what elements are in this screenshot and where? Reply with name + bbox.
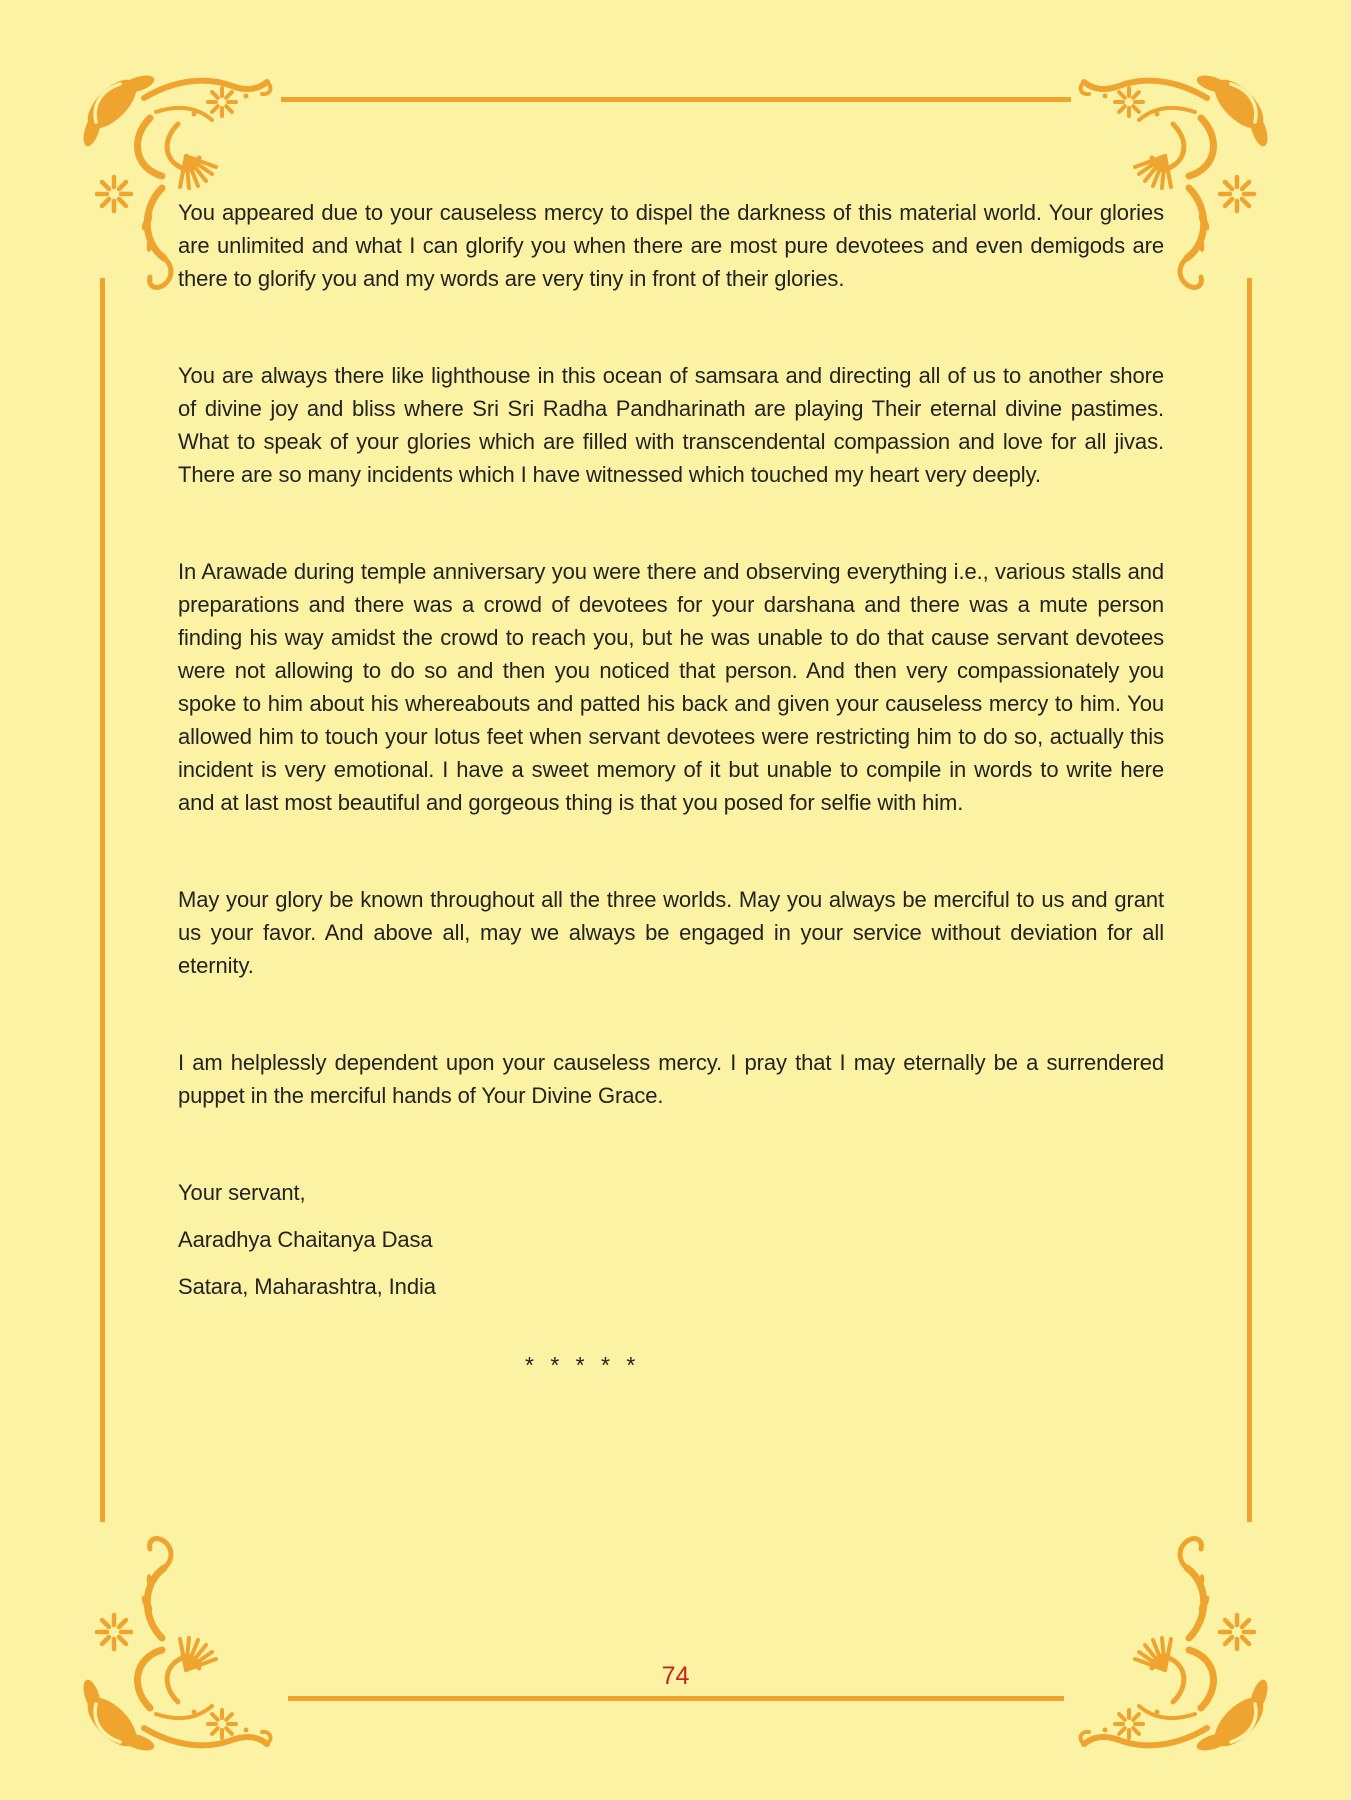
frame-border-right xyxy=(1247,278,1252,1522)
frame-border-bottom xyxy=(288,1696,1064,1701)
letter-paragraph-2: You are always there like lighthouse in this ocean of samsara and directing all of us to another shore of divine joy and bliss where Sri Sri Radha Pandharinath are playing Their eternal divine pastimes. What to speak of your glories which are filled with transcendental compassion and love for all jivas. There are so many incidents which I have witnessed which touched my heart very deeply. xyxy=(178,363,1164,487)
signature-location: Satara, Maharashtra, India xyxy=(178,1274,436,1299)
letter-content xyxy=(178,196,1164,1382)
frame-border-left xyxy=(100,278,105,1522)
corner-ornament-bottom-right xyxy=(1071,1524,1281,1764)
letter-paragraph-3: In Arawade during temple anniversary you were there and observing everything i.e., various stalls and preparations and there was a crowd of devotees for your darshana and there was a mute person finding his way amidst the crowd to reach you, but he was unable to do that cause servant devotees were not allowing to do so and then you noticed that person. And then very compassionately you spoke to him about his whereabouts and patted his back and given your causeless mercy to him. You allowed him to touch your lotus feet when servant devotees were restricting him to do so, actually this incident is very emotional. I have a sweet memory of it but unable to compile in words to write here and at last most beautiful and gorgeous thing is that you posed for selfie with him. xyxy=(178,559,1164,815)
signature-salutation: Your servant, xyxy=(178,1180,306,1205)
page-number: 74 xyxy=(661,1662,690,1690)
corner-ornament-bottom-left xyxy=(70,1524,280,1764)
letter-paragraph-4: May your glory be known throughout all the three worlds. May you always be merciful to us and grant us your favor. And above all, may we always be engaged in your service without deviation for all eternity. xyxy=(178,887,1164,978)
letter-paragraph-5: I am helplessly dependent upon your causeless mercy. I pray that I may eternally be a surrendered puppet in the merciful hands of Your Divine Grace. xyxy=(178,1050,1164,1108)
frame-border-top xyxy=(281,97,1071,102)
signature-name: Aaradhya Chaitanya Dasa xyxy=(178,1227,433,1252)
letter-paragraph-1: You appeared due to your causeless mercy to dispel the darkness of this material world. Your glories are unlimited and what I can glorify you when there are most pure devotees and even demigods are there to glorify you and my words are very tiny in front of their glories. xyxy=(178,200,1164,291)
asterisk-divider: * * * * * xyxy=(525,1352,641,1378)
signature-block xyxy=(178,1176,1164,1303)
